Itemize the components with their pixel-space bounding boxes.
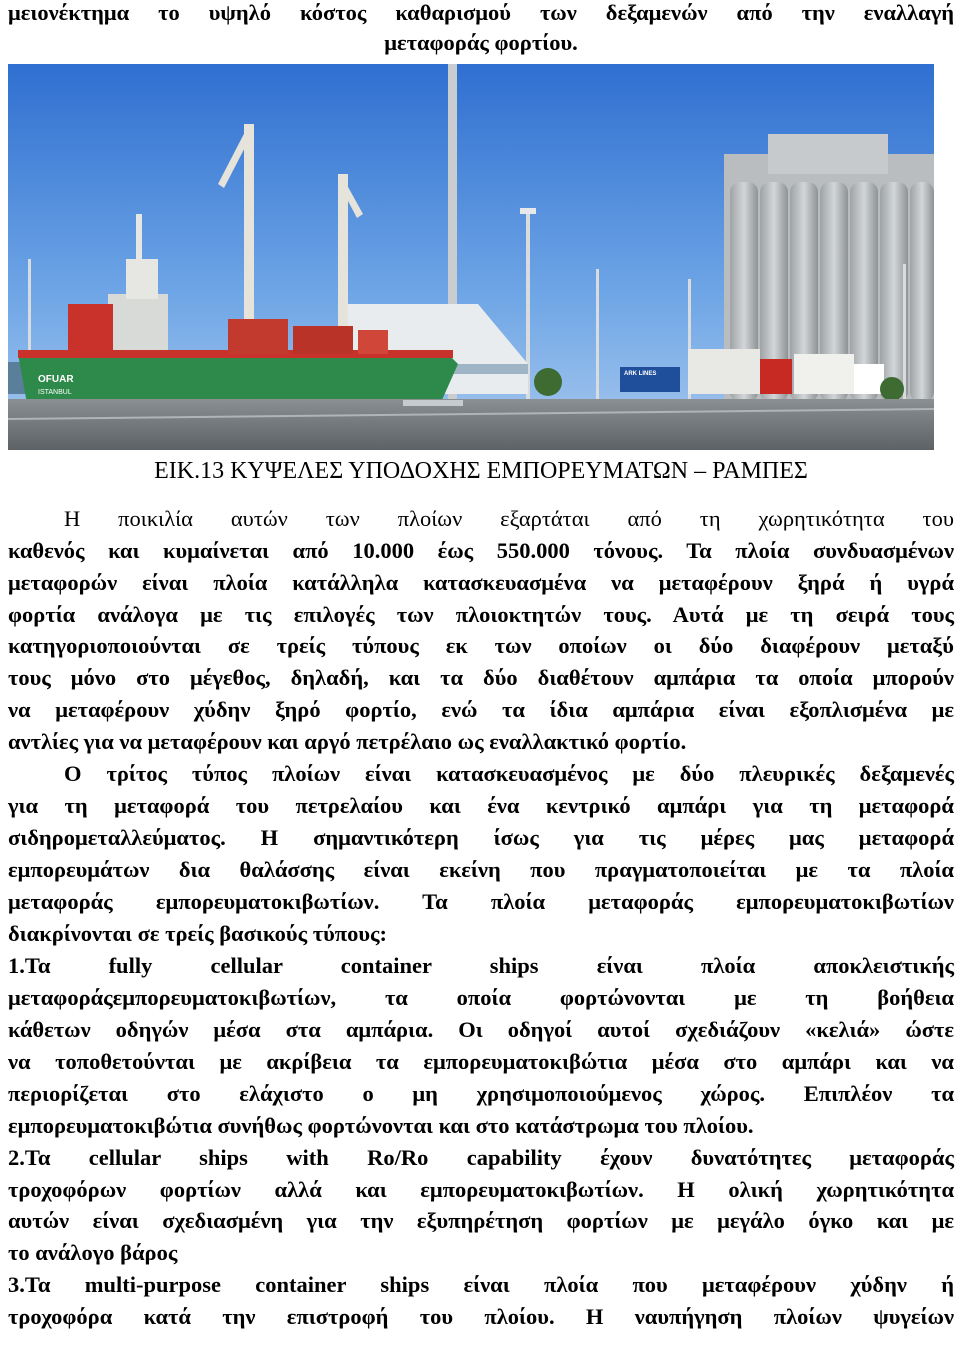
figure-caption: ΕΙΚ.13 ΚΥΨΕΛΕΣ ΥΠΟΔΟΧΗΣ ΕΜΠΟΡΕΥΜΑΤΩΝ – ΡΑΜΠΕΣ [154,458,808,484]
body-line: σιδηρομεταλλεύματος. Η σημαντικότερη ίσως για τις μέρες μας μεταφορά [8,825,954,850]
body-line: για τη μεταφορά του πετρελαίου και ένα κεντρικό αμπάρι για τη μεταφορά [8,793,954,818]
body-line: να τοποθετούνται με ακρίβεια τα εμπορευματοκιβώτια μέσα στο αμπάρι και να [8,1049,954,1074]
body-line: μεταφοράςεμπορευματοκιβωτίων, τα οποία φορτώνονται με τη βοήθεια [8,985,954,1010]
body-line: κάθετων οδηγών μέσα στα αμπάρια. Οι οδηγοί αυτοί σχεδιάζουν «κελιά» ώστε [8,1017,954,1042]
body-line: το ανάλογο βάρος [8,1240,178,1265]
ship-port: ISTANBUL [38,389,72,396]
body-line: 2.Τα cellular ships with Ro/Ro capability έχουν δυνατότητες μεταφοράς [8,1145,954,1170]
body-line: μεταφοράς εμπορευματοκιβωτίων. Τα πλοία μεταφοράς εμπορευματοκιβωτίων [8,889,954,914]
port-photo [8,64,934,450]
body-line: αντλίες για να μεταφέρουν και αργό πετρέλαιο ως εναλλακτικό φορτίο. [8,729,687,754]
body-line: 1.Τα fully cellular container ships είναι πλοία αποκλειστικής [8,953,954,978]
body-line: εμπορευματοκιβώτια συνήθως φορτώνονται και στο κατάστρωμα του πλοίου. [8,1113,754,1138]
body-line: διακρίνονται σε τρείς βασικούς τύπους: [8,921,388,946]
body-line: κατηγοριοποιούνται σε τρείς τύπους εκ των οποίων οι δύο διαφέρουν μεταξύ [8,633,954,658]
ship-name: OFUAR [38,374,74,385]
body-line: φορτία ανάλογα με τις επιλογές των πλοιοκτητών τους. Αυτά με τη σειρά τους [8,602,954,627]
body-line: μεταφορών είναι πλοία κατάλληλα κατασκευασμένα να μεταφέρουν ξηρά ή υγρά [8,570,954,595]
body-line: να μεταφέρουν χύδην ξηρό φορτίο, ενώ τα ίδια αμπάρια είναι εξοπλισμένα με [8,697,954,722]
body-line: Ο τρίτος τύπος πλοίων είναι κατασκευασμένος με δύο πλευρικές δεξαμενές [64,761,954,786]
body-line: αυτών είναι σχεδιασμένη για την εξυπηρέτηση φορτίων με μεγάλο όγκο και με [8,1208,954,1233]
body-line: τροχοφόρων φορτίων αλλά και εμπορευματοκιβωτίων. Η ολική χωρητικότητα [8,1177,954,1202]
body-line: τροχοφόρα κατά την επιστροφή του πλοίου. Η ναυπήγηση πλοίων ψυγείων [8,1304,954,1329]
body-line: καθενός και κυμαίνεται από 10.000 έως 550.000 τόνους. Τα πλοία συνδυασμένων [8,538,954,563]
body-line: περιορίζεται στο ελάχιστο ο μη χρησιμοποιούμενος χώρος. Επιπλέον τα [8,1081,954,1106]
intro-line-1: μειονέκτημα το υψηλό κόστος καθαρισμού των δεξαμενών από την εναλλαγή [8,0,954,25]
body-line: εμπορευμάτων δια θαλάσσης είναι εκείνη που πραγματοποιείται με τα πλοία [8,857,954,882]
body-line: Η ποικιλία αυτών των πλοίων εξαρτάται από τη χωρητικότητα του [64,506,954,531]
body-line: 3.Τα multi-purpose container ships είναι πλοία που μεταφέρουν χύδην ή [8,1272,954,1297]
truck-sign: ARK LINES [624,371,657,377]
body-line: τους μόνο στο μέγεθος, δηλαδή, και τα δύο διαθέτουν αμπάρια τα οποία μπορούν [8,665,954,690]
intro-line-2: μεταφοράς φορτίου. [384,30,578,55]
